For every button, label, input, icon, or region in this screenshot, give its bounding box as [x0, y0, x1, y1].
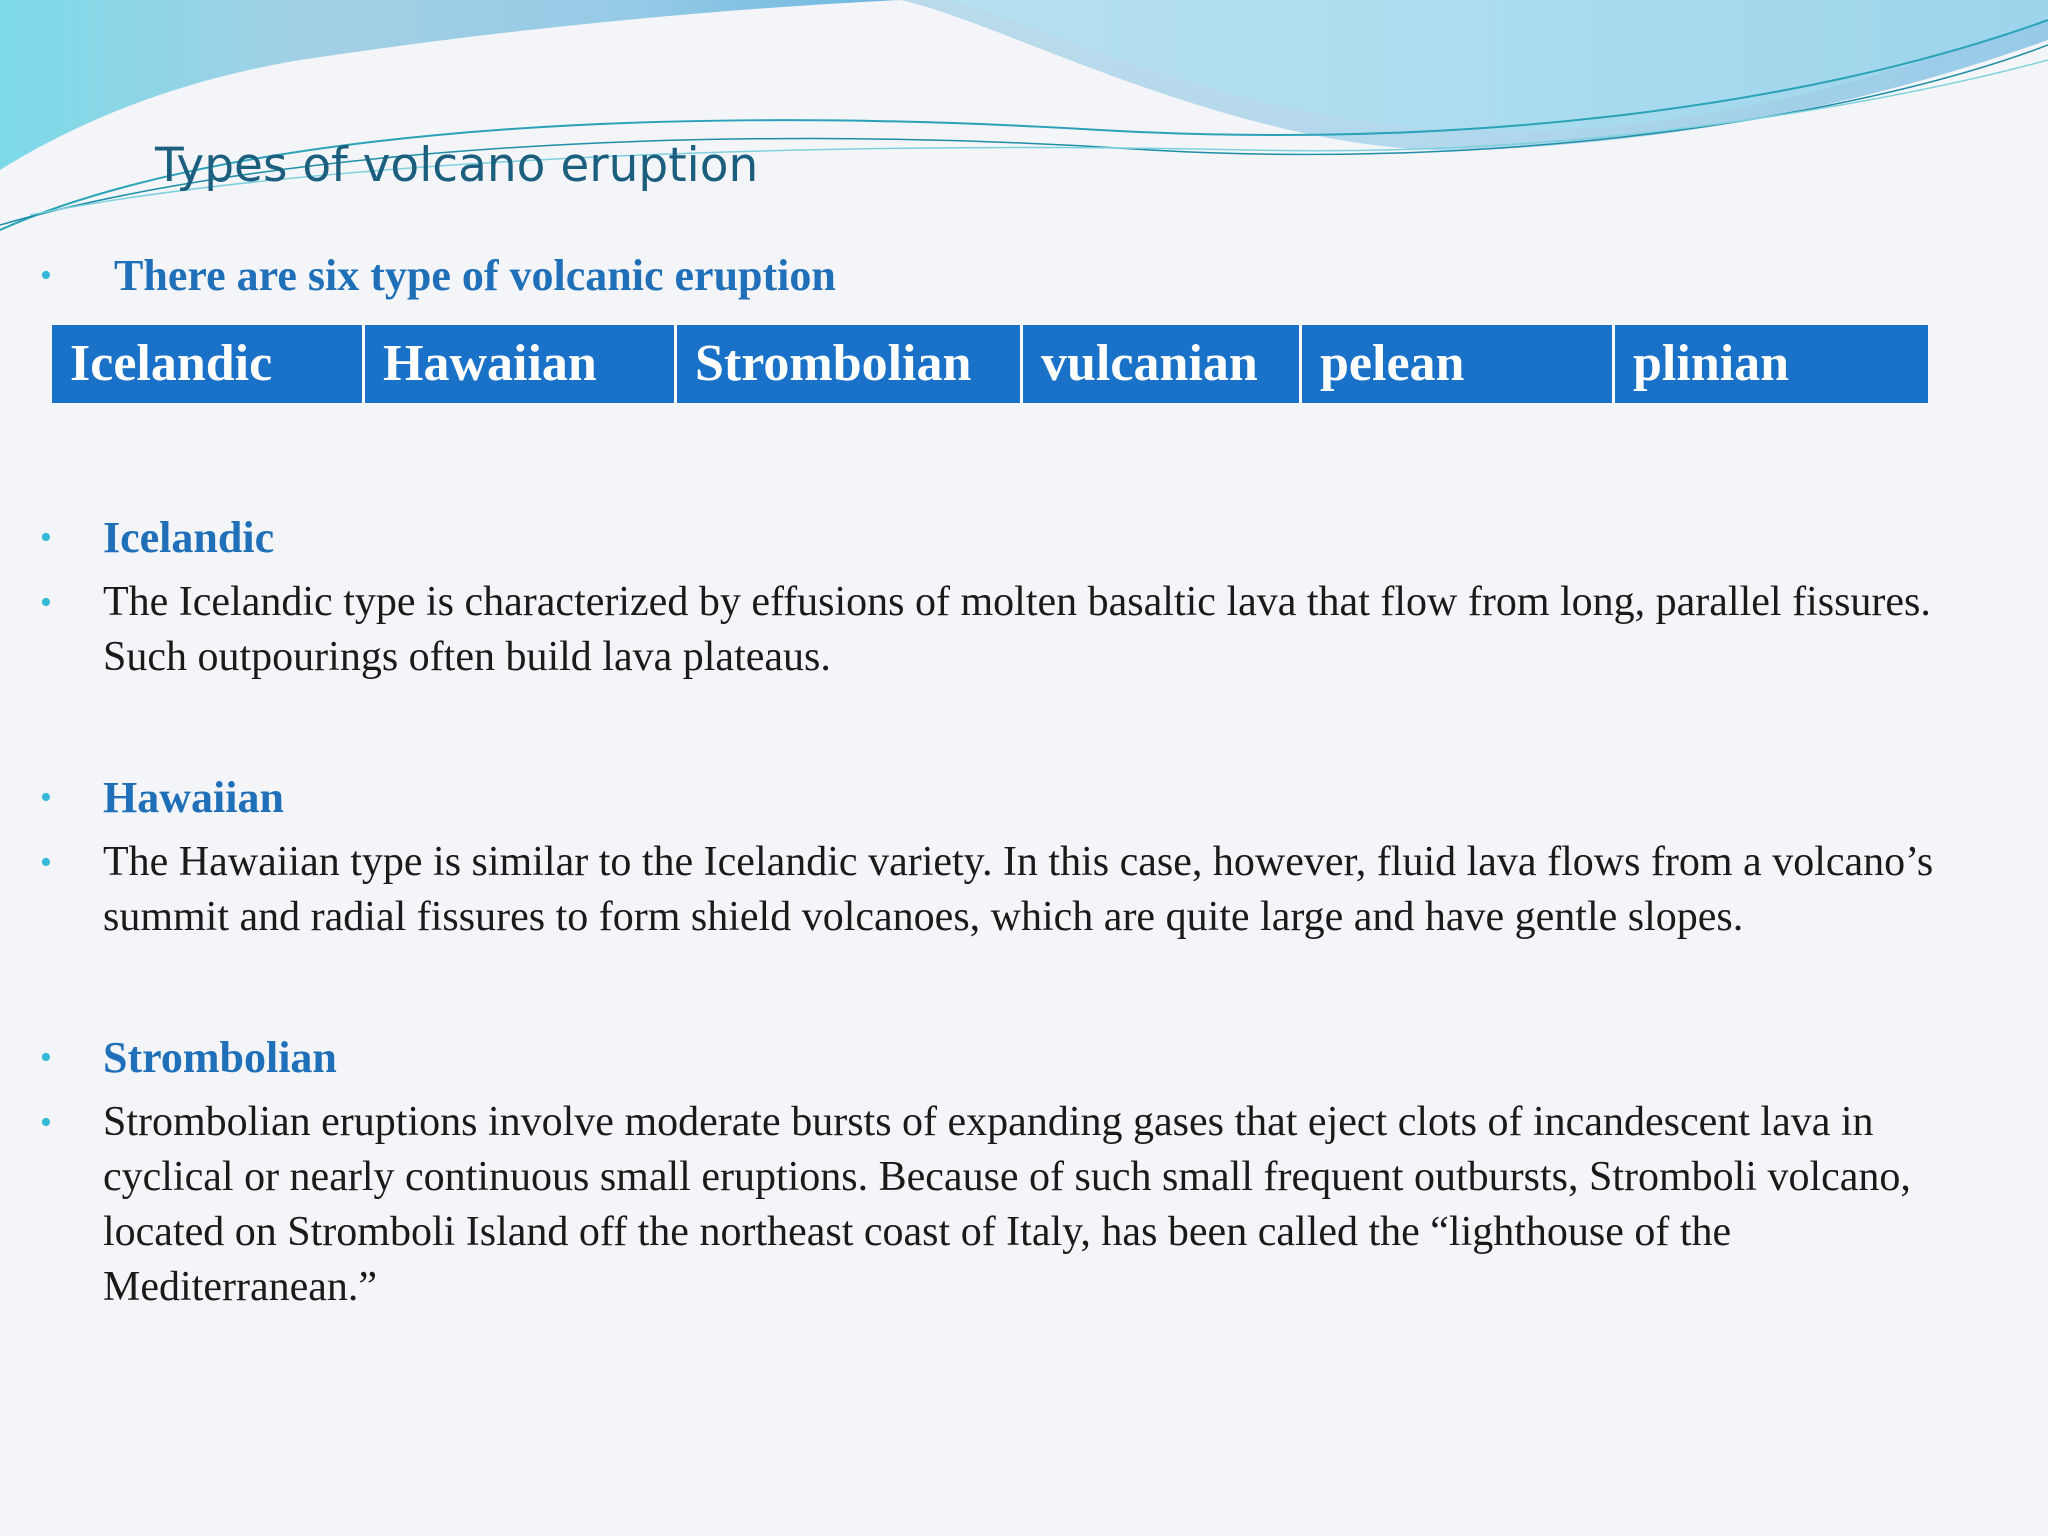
table-cell: pelean	[1302, 325, 1615, 403]
section-body-text: The Icelandic type is characterized by effusions of molten basaltic lava that flow from long, parallel fissures. Such outpourings often build lava plateaus.	[103, 579, 1931, 680]
bullet-icon: •	[40, 256, 52, 294]
table-cell: plinian	[1633, 335, 1790, 392]
section-body-strombolian	[40, 1095, 2000, 1315]
section-body-text: The Hawaiian type is similar to the Icelandic variety. In this case, however, fluid lava flows from a volcano’s summit and radial fissures to form shield volcanoes, which are quite large and have gentle slopes.	[103, 839, 1934, 940]
bullet-icon: •	[40, 1104, 52, 1141]
bullet-icon: •	[40, 519, 52, 556]
table-cell: Hawaiian	[365, 325, 677, 403]
decorative-wave-header	[0, 0, 2048, 240]
table-cell: Icelandic	[52, 325, 365, 403]
table-cell: vulcanian	[1023, 325, 1302, 403]
section-body-hawaiian	[40, 835, 2000, 945]
bullet-icon: •	[40, 844, 52, 881]
section-heading-strombolian	[40, 1030, 2000, 1085]
content-list	[40, 510, 2000, 1315]
bullet-icon: •	[40, 779, 52, 816]
section-heading-text: Hawaiian	[103, 773, 284, 822]
table-cell: Strombolian	[677, 325, 1023, 403]
section-heading-text: Icelandic	[103, 513, 275, 562]
section-heading-hawaiian	[40, 770, 2000, 825]
section-heading-text: Strombolian	[103, 1033, 337, 1082]
section-heading-icelandic	[40, 510, 2000, 565]
intro-text: There are six type of volcanic eruption	[114, 251, 836, 300]
section-body-icelandic	[40, 575, 2000, 685]
bullet-icon: •	[40, 1039, 52, 1076]
intro-line	[40, 250, 1840, 301]
section-body-text: Strombolian eruptions involve moderate bursts of expanding gases that eject clots of incandescent lava in cyclical or nearly continuous small eruptions. Because of such small frequent outbursts, Stromboli volcano, located on Stromboli Island off the northeast coast of Italy, has been called the “lighthouse of the Mediterranean.”	[103, 1099, 1911, 1310]
slide-title: Types of volcano eruption	[155, 138, 759, 193]
eruption-types-table	[52, 325, 1928, 403]
bullet-icon: •	[40, 584, 52, 621]
